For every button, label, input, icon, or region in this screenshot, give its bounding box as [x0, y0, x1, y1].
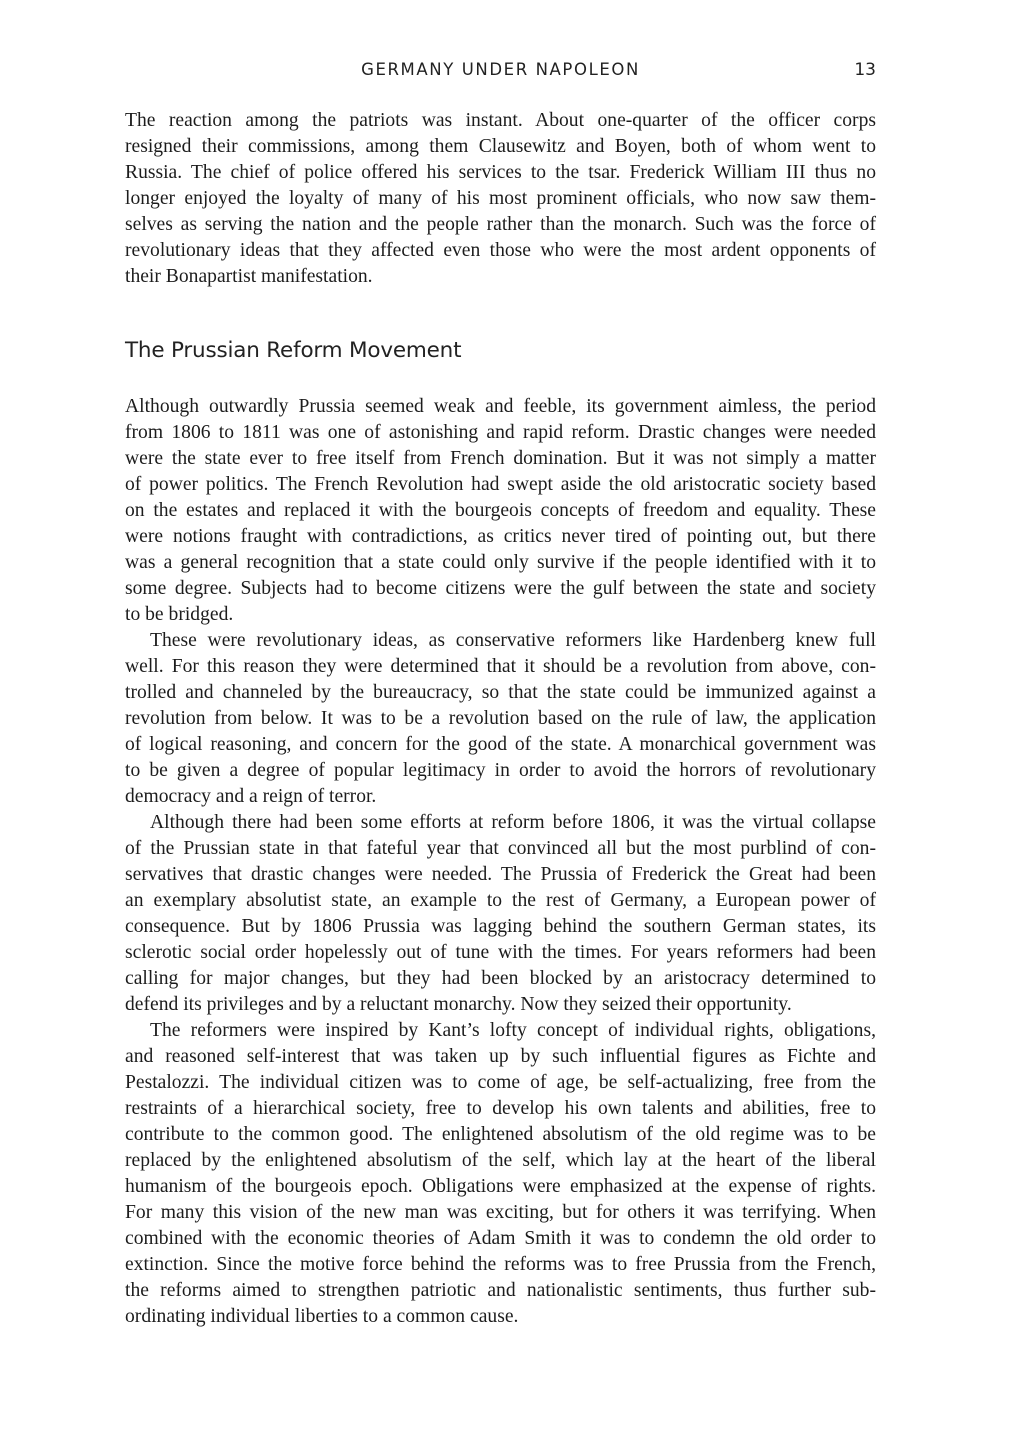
text-line: trolled and channeled by the bureaucracy, so that the state could be immunized against a — [125, 682, 876, 703]
text-line: revolutionary ideas that they affected even those who were the most ardent opponents of — [125, 240, 876, 261]
text-line: consequence. But by 1806 Prussia was lagging behind the southern German states, its — [125, 916, 876, 937]
text-line: extinction. Since the motive force behind the reforms was to free Prussia from the French, — [125, 1254, 876, 1275]
text-line: combined with the economic theories of Adam Smith it was to condemn the old order to — [125, 1228, 876, 1249]
text-line: to be given a degree of popular legitimacy in order to avoid the horrors of revolutionary — [125, 760, 876, 781]
text-line: democracy and a reign of terror. — [125, 786, 377, 807]
text-line: Pestalozzi. The individual citizen was to come of age, be self-actualizing, free from the — [125, 1072, 876, 1093]
text-line: Russia. The chief of police offered his services to the tsar. Frederick William III thus no — [125, 162, 876, 183]
text-line: were notions fraught with contradictions, as critics never tired of pointing out, but there — [125, 526, 876, 547]
text-line: servatives that drastic changes were needed. The Prussia of Frederick the Great had been — [125, 864, 876, 885]
text-line: of the Prussian state in that fateful year that convinced all but the most purblind of con- — [125, 838, 876, 859]
text-line: an exemplary absolutist state, an example to the rest of Germany, a European power of — [125, 890, 876, 911]
page-number: 13 — [854, 60, 876, 80]
text-line: defend its privileges and by a reluctant monarchy. Now they seized their opportunity. — [125, 994, 792, 1015]
text-line: These were revolutionary ideas, as conservative reformers like Hardenberg knew full — [150, 630, 876, 651]
text-line: from 1806 to 1811 was one of astonishing and rapid reform. Drastic changes were needed — [125, 422, 876, 443]
text-line: of logical reasoning, and concern for the good of the state. A monarchical government was — [125, 734, 876, 755]
text-line: of power politics. The French Revolution had swept aside the old aristocratic society based — [125, 474, 876, 495]
intro-paragraph — [125, 108, 876, 290]
paragraph-3 — [125, 810, 876, 1018]
text-line: humanism of the bourgeois epoch. Obligations were emphasized at the expense of rights. — [125, 1176, 876, 1197]
text-line: Although outwardly Prussia seemed weak and feeble, its government aimless, the period — [125, 396, 876, 417]
text-line: well. For this reason they were determined that it should be a revolution from above, con- — [125, 656, 876, 677]
text-line: was a general recognition that a state could only survive if the people identified with it to — [125, 552, 876, 573]
text-line: resigned their commissions, among them Clausewitz and Boyen, both of whom went to — [125, 136, 876, 157]
text-line: sclerotic social order hopelessly out of tune with the times. For years reformers had been — [125, 942, 876, 963]
text-line: on the estates and replaced it with the bourgeois concepts of freedom and equality. These — [125, 500, 876, 521]
text-line: longer enjoyed the loyalty of many of his most prominent officials, who now saw them- — [125, 188, 876, 209]
text-line: were the state ever to free itself from French domination. But it was not simply a matter — [125, 448, 876, 469]
paragraph-4 — [125, 1018, 876, 1330]
section-body — [125, 394, 876, 1330]
running-head — [125, 58, 876, 84]
text-line: to be bridged. — [125, 604, 234, 625]
text-line: The reformers were inspired by Kant’s lofty concept of individual rights, obligations, — [150, 1020, 876, 1041]
paragraph-1 — [125, 394, 876, 628]
text-line: contribute to the common good. The enlightened absolutism of the old regime was to be — [125, 1124, 876, 1145]
text-line: ordinating individual liberties to a common cause. — [125, 1306, 519, 1327]
section-heading: The Prussian Reform Movement — [125, 338, 462, 363]
text-line: selves as serving the nation and the people rather than the monarch. Such was the force of — [125, 214, 876, 235]
text-line: revolution from below. It was to be a revolution based on the rule of law, the application — [125, 708, 876, 729]
paragraph-2 — [125, 628, 876, 810]
text-line: the reforms aimed to strengthen patriotic and nationalistic sentiments, thus further sub- — [125, 1280, 876, 1301]
text-line: and reasoned self-interest that was taken up by such influential figures as Fichte and — [125, 1046, 876, 1067]
text-line: Although there had been some efforts at reform before 1806, it was the virtual collapse — [150, 812, 876, 833]
text-line: restraints of a hierarchical society, free to develop his own talents and abilities, free to — [125, 1098, 876, 1119]
text-line: replaced by the enlightened absolutism of the self, which lay at the heart of the liberal — [125, 1150, 876, 1171]
text-line: For many this vision of the new man was exciting, but for others it was terrifying. When — [125, 1202, 876, 1223]
text-line: some degree. Subjects had to become citizens were the gulf between the state and society — [125, 578, 876, 599]
text-line: their Bonapartist manifestation. — [125, 266, 373, 287]
running-title: GERMANY UNDER NAPOLEON — [361, 60, 640, 79]
text-line: calling for major changes, but they had been blocked by an aristocracy determined to — [125, 968, 876, 989]
text-line: The reaction among the patriots was instant. About one-quarter of the officer corps — [125, 110, 876, 131]
